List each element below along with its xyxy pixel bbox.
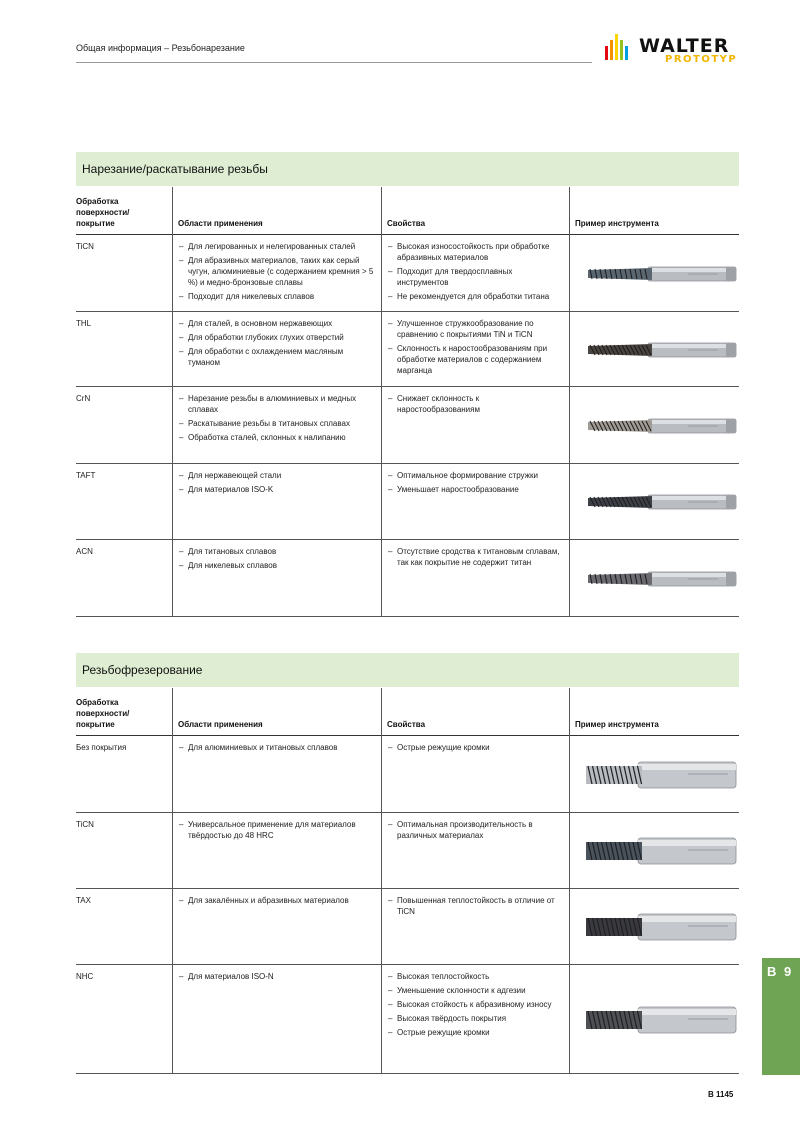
applications-list	[179, 819, 375, 844]
table-header	[76, 187, 739, 235]
logo-subtitle: PROTOTYP	[665, 54, 738, 65]
coating-name: TAX	[76, 896, 91, 905]
list-item: – Не рекомендуется для обработки титана	[388, 291, 564, 302]
column-header-coating	[76, 187, 168, 235]
list-item: – Высокая теплостойкость	[388, 971, 564, 982]
walter-logo	[605, 30, 745, 70]
list-item: – Для никелевых сплавов	[179, 560, 375, 571]
list-item: – Острые режущие кромки	[388, 1027, 564, 1038]
list-item: – Уменьшение склонности к адгезии	[388, 985, 564, 996]
list-item: – Обработка сталей, склонных к налипанию	[179, 432, 375, 443]
list-item: – Повышенная теплостойкость в отличие от TiCN	[388, 895, 564, 917]
coating-table	[76, 688, 739, 1074]
column-header-properties	[387, 688, 569, 736]
list-item: – Для обработки глубоких глухих отверстий	[179, 332, 375, 343]
table-header	[76, 688, 739, 736]
coating-name: Без покрытия	[76, 743, 127, 752]
thread-mill-icon	[578, 750, 738, 800]
list-item: – Подходит для никелевых сплавов	[179, 291, 375, 302]
table-row	[76, 813, 739, 889]
properties-list	[388, 546, 564, 571]
page-header-title: Общая информация – Резьбонарезание	[76, 43, 245, 53]
applications-list	[179, 318, 375, 371]
list-item: – Для материалов ISO-N	[179, 971, 375, 982]
column-header-label: Области применения	[178, 720, 263, 729]
column-header-label: Области применения	[178, 219, 263, 228]
column-header-label: Свойства	[387, 219, 426, 228]
list-item: – Для обработки с охлаждением масляным туманом	[179, 346, 375, 368]
properties-list	[388, 470, 564, 498]
applications-list	[179, 546, 375, 574]
list-item: – Для сталей, в основном нержавеющих	[179, 318, 375, 329]
properties-list	[388, 318, 564, 379]
list-item: – Острые режущие кромки	[388, 742, 564, 753]
table-row	[76, 965, 739, 1074]
list-item: – Для легированных и нелегированных сталей	[179, 241, 375, 252]
chapter-tab[interactable]	[762, 958, 800, 1075]
coating-name: TiCN	[76, 242, 94, 251]
header-divider	[76, 62, 592, 63]
properties-list	[388, 819, 564, 844]
coating-name: CrN	[76, 394, 91, 403]
thread-mill-icon	[578, 902, 738, 952]
table-row	[76, 889, 739, 965]
thread-mill-icon	[578, 826, 738, 876]
applications-list	[179, 393, 375, 446]
spiral-tap-icon	[578, 401, 738, 451]
logo-wordmark: WALTER	[639, 35, 730, 57]
column-header-properties	[387, 187, 569, 235]
coating-table	[76, 187, 739, 617]
applications-list	[179, 470, 375, 498]
column-header-label: Пример инструмента	[575, 219, 659, 228]
section-title: Резьбофрезерование	[82, 663, 203, 677]
coating-name: TiCN	[76, 820, 94, 829]
list-item: – Нарезание резьбы в алюминиевых и медных сплавах	[179, 393, 375, 415]
table-row	[76, 312, 739, 387]
logo-bars-icon	[605, 34, 635, 64]
coating-name: ACN	[76, 547, 93, 556]
column-header-label: Пример инструмента	[575, 720, 659, 729]
column-header-coating	[76, 688, 168, 736]
section-title-bar	[76, 653, 739, 687]
list-item: – Для материалов ISO-K	[179, 484, 375, 495]
list-item: – Уменьшает наростообразование	[388, 484, 564, 495]
tap-icon	[578, 249, 738, 299]
list-item: – Склонность к наростообразованиям при обработке материалов с содержанием марганца	[388, 343, 564, 376]
applications-list	[179, 895, 375, 909]
table-row	[76, 387, 739, 464]
list-item: – Отсутствие сродства к титановым сплавам, так как покрытие не содержит титан	[388, 546, 564, 568]
properties-list	[388, 393, 564, 418]
table-row	[76, 540, 739, 617]
list-item: – Для титановых сплавов	[179, 546, 375, 557]
properties-list	[388, 971, 564, 1041]
table-row	[76, 464, 739, 540]
column-header-label: Обработка поверхности/ покрытие	[76, 698, 130, 729]
column-header-applications	[178, 688, 378, 736]
list-item: – Высокая твёрдость покрытия	[388, 1013, 564, 1024]
list-item: – Оптимальная производительность в различных материалах	[388, 819, 564, 841]
list-item: – Для алюминиевых и титановых сплавов	[179, 742, 375, 753]
tap-icon	[578, 554, 738, 604]
column-header-tool-example	[575, 688, 743, 736]
list-item: – Высокая износостойкость при обработке абразивных материалов	[388, 241, 564, 263]
list-item: – Для абразивных материалов, таких как серый чугун, алюминиевые (с содержанием кремния > 5 %) и медно-бронзовые сплавы	[179, 255, 375, 288]
column-header-label: Обработка поверхности/ покрытие	[76, 197, 130, 228]
applications-list	[179, 742, 375, 756]
section-title: Нарезание/раскатывание резьбы	[82, 162, 268, 176]
page-number: B 1145	[708, 1090, 734, 1099]
coating-name: THL	[76, 319, 92, 328]
properties-list	[388, 241, 564, 305]
list-item: – Высокая стойкость к абразивному износу	[388, 999, 564, 1010]
column-header-label: Свойства	[387, 720, 426, 729]
list-item: – Раскатывание резьбы в титановых сплавах	[179, 418, 375, 429]
list-item: – Улучшенное стружкообразование по сравнению с покрытиями TiN и TiCN	[388, 318, 564, 340]
table-row	[76, 736, 739, 813]
chapter-tab-label: B 9	[767, 964, 794, 979]
spiral-tap-icon	[578, 325, 738, 375]
thread-mill-icon	[578, 995, 738, 1045]
coating-name: NHC	[76, 972, 94, 981]
spiral-tap-icon	[578, 477, 738, 527]
section-title-bar	[76, 152, 739, 186]
list-item: – Снижает склонность к наростообразованиям	[388, 393, 564, 415]
table-row	[76, 235, 739, 312]
list-item: – Для закалённых и абразивных материалов	[179, 895, 375, 906]
properties-list	[388, 895, 564, 920]
list-item: – Подходит для твердосплавных инструментов	[388, 266, 564, 288]
applications-list	[179, 241, 375, 305]
list-item: – Универсальное применение для материалов твёрдостью до 48 HRC	[179, 819, 375, 841]
properties-list	[388, 742, 564, 756]
coating-name: TAFT	[76, 471, 96, 480]
list-item: – Оптимальное формирование стружки	[388, 470, 564, 481]
list-item: – Для нержавеющей стали	[179, 470, 375, 481]
column-header-tool-example	[575, 187, 743, 235]
column-header-applications	[178, 187, 378, 235]
applications-list	[179, 971, 375, 985]
